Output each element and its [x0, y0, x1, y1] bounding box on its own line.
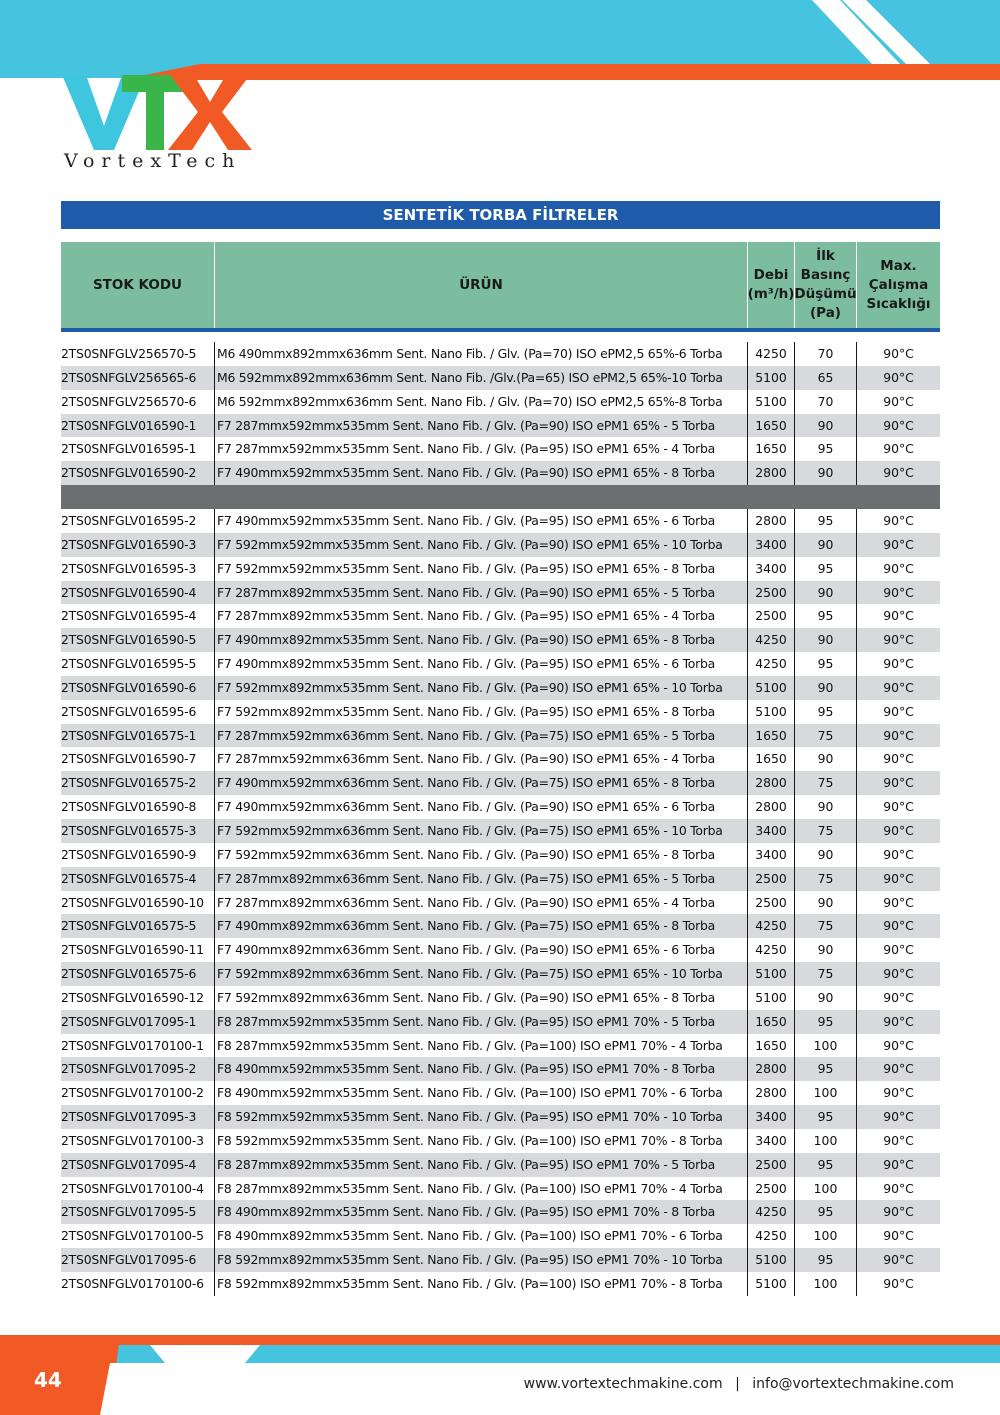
flow-cell: 5100 — [748, 1248, 795, 1272]
table-header — [61, 242, 940, 328]
product-cell: M6 592mmx892mmx636mm Sent. Nano Fib. / Glv. (Pa=70) ISO ePM2,5 65%-8 Torba — [215, 390, 748, 414]
product-cell: F8 287mmx592mmx535mm Sent. Nano Fib. / Glv. (Pa=100) ISO ePM1 70% - 4 Torba — [215, 1034, 748, 1058]
flow-cell: 2500 — [748, 1153, 795, 1177]
footer-divider: | — [735, 1376, 740, 1392]
table-row — [61, 771, 940, 795]
group-separator — [61, 485, 940, 509]
max-temperature-cell: 90°C — [883, 465, 914, 481]
max-temperature-cell: 90°C — [883, 1180, 914, 1196]
product-cell: F7 592mmx592mmx535mm Sent. Nano Fib. / Glv. (Pa=95) ISO ePM1 65% - 8 Torba — [215, 557, 748, 581]
max-temperature-cell: 90°C — [883, 1013, 914, 1029]
table-row — [61, 342, 940, 366]
flow-cell: 2500 — [748, 581, 795, 605]
table-row — [61, 724, 940, 748]
stock-code-cell: 2TS0SNFGLV256570-5 — [61, 342, 215, 366]
product-cell: F7 490mmx592mmx636mm Sent. Nano Fib. / Glv. (Pa=90) ISO ePM1 65% - 6 Torba — [215, 795, 748, 819]
product-cell: F7 287mmx892mmx636mm Sent. Nano Fib. / Glv. (Pa=90) ISO ePM1 65% - 4 Torba — [215, 891, 748, 915]
table-row — [61, 819, 940, 843]
flow-cell: 5100 — [748, 676, 795, 700]
flow-cell: 1650 — [748, 414, 795, 438]
max-temperature-cell: 90°C — [883, 942, 914, 958]
pressure-drop-cell: 90 — [795, 461, 857, 485]
flow-cell: 2800 — [748, 1057, 795, 1081]
product-cell: F8 490mmx892mmx535mm Sent. Nano Fib. / Glv. (Pa=95) ISO ePM1 70% - 8 Torba — [215, 1200, 748, 1224]
max-temperature-cell: 90°C — [883, 346, 914, 361]
max-temperature-cell: 90°C — [883, 727, 914, 743]
max-temperature-cell: 90°C — [883, 417, 914, 433]
product-cell: F7 490mmx592mmx535mm Sent. Nano Fib. / Glv. (Pa=95) ISO ePM1 65% - 6 Torba — [215, 509, 748, 533]
max-temperature-cell: 90°C — [883, 679, 914, 695]
max-temperature-cell: 90°C — [883, 560, 914, 576]
max-temperature-cell: 90°C — [883, 1204, 914, 1220]
table-row — [61, 747, 940, 771]
stock-code-cell: 2TS0SNFGLV016590-1 — [61, 414, 215, 438]
product-cell: F8 592mmx592mmx535mm Sent. Nano Fib. / Glv. (Pa=95) ISO ePM1 70% - 10 Torba — [215, 1105, 748, 1129]
product-cell: F7 490mmx892mmx636mm Sent. Nano Fib. / Glv. (Pa=75) ISO ePM1 65% - 8 Torba — [215, 914, 748, 938]
product-cell: F7 490mmx892mmx535mm Sent. Nano Fib. / Glv. (Pa=95) ISO ePM1 65% - 6 Torba — [215, 652, 748, 676]
header-pressure-line1: İlk — [816, 248, 835, 264]
pressure-drop-cell: 90 — [795, 843, 857, 867]
product-cell: F7 592mmx592mmx636mm Sent. Nano Fib. / Glv. (Pa=75) ISO ePM1 65% - 10 Torba — [215, 819, 748, 843]
pressure-drop-cell: 90 — [795, 414, 857, 438]
stock-code-cell: 2TS0SNFGLV017095-5 — [61, 1200, 215, 1224]
max-temperature-cell: 90°C — [883, 584, 914, 600]
pressure-drop-cell: 75 — [795, 867, 857, 891]
bottom-banner — [0, 1335, 1000, 1415]
stock-code-cell: 2TS0SNFGLV016595-6 — [61, 700, 215, 724]
product-cell: F7 592mmx592mmx636mm Sent. Nano Fib. / Glv. (Pa=90) ISO ePM1 65% - 8 Torba — [215, 843, 748, 867]
header-pressure-line2: Basınç — [800, 267, 851, 283]
pressure-drop-cell: 95 — [795, 652, 857, 676]
flow-cell: 4250 — [748, 914, 795, 938]
pressure-drop-cell: 75 — [795, 819, 857, 843]
pressure-drop-cell: 100 — [795, 1081, 857, 1105]
pressure-drop-cell: 95 — [795, 1200, 857, 1224]
table-row — [61, 1200, 940, 1224]
pressure-drop-cell: 70 — [795, 342, 857, 366]
stock-code-cell: 2TS0SNFGLV256570-6 — [61, 390, 215, 414]
max-temperature-cell: 90°C — [883, 1037, 914, 1053]
stock-code-cell: 2TS0SNFGLV016590-6 — [61, 676, 215, 700]
table-row — [61, 938, 940, 962]
flow-cell: 5100 — [748, 366, 795, 390]
max-temperature-cell: 90°C — [883, 632, 914, 648]
flow-cell: 2500 — [748, 867, 795, 891]
stock-code-cell: 2TS0SNFGLV0170100-5 — [61, 1224, 215, 1248]
product-cell: F7 592mmx892mmx636mm Sent. Nano Fib. / Glv. (Pa=90) ISO ePM1 65% - 8 Torba — [215, 986, 748, 1010]
flow-cell: 4250 — [748, 1224, 795, 1248]
table-row — [61, 604, 940, 628]
table-row — [61, 581, 940, 605]
stock-code-cell: 2TS0SNFGLV017095-6 — [61, 1248, 215, 1272]
flow-cell: 4250 — [748, 652, 795, 676]
product-cell: F7 490mmx892mmx535mm Sent. Nano Fib. / Glv. (Pa=90) ISO ePM1 65% - 8 Torba — [215, 628, 748, 652]
flow-cell: 2500 — [748, 604, 795, 628]
header-temp-line2: Çalışma — [868, 276, 929, 293]
stock-code-cell: 2TS0SNFGLV016590-11 — [61, 938, 215, 962]
pressure-drop-cell: 90 — [795, 938, 857, 962]
pressure-drop-cell: 100 — [795, 1034, 857, 1058]
max-temperature-cell: 90°C — [883, 751, 914, 767]
flow-cell: 4250 — [748, 342, 795, 366]
top-banner — [0, 0, 1000, 80]
product-cell: F7 592mmx892mmx535mm Sent. Nano Fib. / Glv. (Pa=95) ISO ePM1 65% - 8 Torba — [215, 700, 748, 724]
max-temperature-cell: 90°C — [883, 536, 914, 552]
max-temperature-cell: 90°C — [883, 1156, 914, 1172]
stock-code-cell: 2TS0SNFGLV016590-7 — [61, 747, 215, 771]
max-temperature-cell: 90°C — [883, 870, 914, 886]
table-row — [61, 533, 940, 557]
logo-text: VortexTech — [64, 150, 242, 172]
header-stock-code: STOK KODU — [61, 242, 215, 328]
table-row — [61, 557, 940, 581]
table-row — [61, 962, 940, 986]
table-row — [61, 1081, 940, 1105]
table-row — [61, 914, 940, 938]
flow-cell: 1650 — [748, 747, 795, 771]
table-row — [61, 676, 940, 700]
flow-cell: 1650 — [748, 724, 795, 748]
product-cell: F8 490mmx592mmx535mm Sent. Nano Fib. / Glv. (Pa=95) ISO ePM1 70% - 8 Torba — [215, 1057, 748, 1081]
stock-code-cell: 2TS0SNFGLV016575-2 — [61, 771, 215, 795]
max-temperature-cell: 90°C — [883, 1061, 914, 1077]
pressure-drop-cell: 70 — [795, 390, 857, 414]
stock-code-cell: 2TS0SNFGLV016590-4 — [61, 581, 215, 605]
product-cell: F7 490mmx592mmx636mm Sent. Nano Fib. / Glv. (Pa=75) ISO ePM1 65% - 8 Torba — [215, 771, 748, 795]
max-temperature-cell: 90°C — [883, 846, 914, 862]
table-row — [61, 461, 940, 485]
flow-cell: 3400 — [748, 557, 795, 581]
pressure-drop-cell: 95 — [795, 509, 857, 533]
flow-cell: 2800 — [748, 509, 795, 533]
footer-contact — [524, 1376, 954, 1392]
product-cell: F8 592mmx892mmx535mm Sent. Nano Fib. / Glv. (Pa=95) ISO ePM1 70% - 10 Torba — [215, 1248, 748, 1272]
pressure-drop-cell: 90 — [795, 891, 857, 915]
header-product: ÜRÜN — [215, 242, 748, 328]
stock-code-cell: 2TS0SNFGLV016575-6 — [61, 962, 215, 986]
pressure-drop-cell: 100 — [795, 1177, 857, 1201]
max-temperature-cell: 90°C — [883, 1276, 914, 1291]
max-temperature-cell: 90°C — [883, 369, 914, 385]
pressure-drop-cell: 95 — [795, 700, 857, 724]
product-table-group-1 — [61, 342, 940, 485]
table-row — [61, 867, 940, 891]
flow-cell: 5100 — [748, 390, 795, 414]
flow-cell: 2500 — [748, 891, 795, 915]
table-row — [61, 986, 940, 1010]
table-row — [61, 390, 940, 414]
table-row — [61, 700, 940, 724]
flow-cell: 2800 — [748, 1081, 795, 1105]
stock-code-cell: 2TS0SNFGLV016595-4 — [61, 604, 215, 628]
flow-cell: 1650 — [748, 1034, 795, 1058]
stock-code-cell: 2TS0SNFGLV016595-2 — [61, 509, 215, 533]
stock-code-cell: 2TS0SNFGLV016575-1 — [61, 724, 215, 748]
max-temperature-cell: 90°C — [883, 918, 914, 934]
table-row — [61, 1272, 940, 1296]
table-title: SENTETİK TORBA FİLTRELER — [61, 201, 940, 229]
pressure-drop-cell: 75 — [795, 724, 857, 748]
pressure-drop-cell: 75 — [795, 914, 857, 938]
product-cell: F7 490mmx892mmx636mm Sent. Nano Fib. / Glv. (Pa=90) ISO ePM1 65% - 6 Torba — [215, 938, 748, 962]
pressure-drop-cell: 75 — [795, 771, 857, 795]
table-row — [61, 437, 940, 461]
stock-code-cell: 2TS0SNFGLV016575-3 — [61, 819, 215, 843]
header-pressure-drop — [795, 242, 857, 328]
stock-code-cell: 2TS0SNFGLV016590-12 — [61, 986, 215, 1010]
pressure-drop-cell: 90 — [795, 986, 857, 1010]
max-temperature-cell: 90°C — [883, 608, 914, 624]
product-cell: F8 490mmx592mmx535mm Sent. Nano Fib. / Glv. (Pa=100) ISO ePM1 70% - 6 Torba — [215, 1081, 748, 1105]
flow-cell: 2800 — [748, 771, 795, 795]
header-temp-line3: Sıcaklığı — [866, 295, 931, 312]
product-cell: F8 490mmx892mmx535mm Sent. Nano Fib. / Glv. (Pa=100) ISO ePM1 70% - 6 Torba — [215, 1224, 748, 1248]
max-temperature-cell: 90°C — [883, 894, 914, 910]
product-table-group-2 — [61, 509, 940, 1296]
table-row — [61, 652, 940, 676]
product-cell: F7 287mmx892mmx636mm Sent. Nano Fib. / Glv. (Pa=75) ISO ePM1 65% - 5 Torba — [215, 867, 748, 891]
flow-cell: 2800 — [748, 795, 795, 819]
flow-cell: 1650 — [748, 437, 795, 461]
product-cell: F7 287mmx592mmx535mm Sent. Nano Fib. / Glv. (Pa=95) ISO ePM1 65% - 4 Torba — [215, 437, 748, 461]
stock-code-cell: 2TS0SNFGLV017095-3 — [61, 1105, 215, 1129]
pressure-drop-cell: 100 — [795, 1272, 857, 1296]
table-row — [61, 628, 940, 652]
table-row — [61, 1105, 940, 1129]
table-row — [61, 1010, 940, 1034]
header-temp-line1: Max. — [880, 257, 917, 274]
pressure-drop-cell: 100 — [795, 1129, 857, 1153]
stock-code-cell: 2TS0SNFGLV016590-3 — [61, 533, 215, 557]
product-cell: F8 287mmx892mmx535mm Sent. Nano Fib. / Glv. (Pa=100) ISO ePM1 70% - 4 Torba — [215, 1177, 748, 1201]
stock-code-cell: 2TS0SNFGLV016590-9 — [61, 843, 215, 867]
stock-code-cell: 2TS0SNFGLV0170100-1 — [61, 1034, 215, 1058]
product-cell: F8 592mmx892mmx535mm Sent. Nano Fib. / Glv. (Pa=100) ISO ePM1 70% - 8 Torba — [215, 1272, 748, 1296]
table-row — [61, 1129, 940, 1153]
product-cell: F7 287mmx592mmx636mm Sent. Nano Fib. / Glv. (Pa=90) ISO ePM1 65% - 4 Torba — [215, 747, 748, 771]
table-row — [61, 1224, 940, 1248]
max-temperature-cell: 90°C — [883, 1228, 914, 1244]
pressure-drop-cell: 90 — [795, 533, 857, 557]
header-flow-line2: (m³/h) — [747, 286, 795, 302]
stock-code-cell: 2TS0SNFGLV016590-10 — [61, 891, 215, 915]
pressure-drop-cell: 95 — [795, 1153, 857, 1177]
max-temperature-cell: 90°C — [883, 1252, 914, 1268]
stock-code-cell: 2TS0SNFGLV016575-4 — [61, 867, 215, 891]
product-cell: M6 490mmx892mmx636mm Sent. Nano Fib. / Glv. (Pa=70) ISO ePM2,5 65%-6 Torba — [215, 342, 748, 366]
product-cell: F7 592mmx892mmx535mm Sent. Nano Fib. / Glv. (Pa=90) ISO ePM1 65% - 10 Torba — [215, 676, 748, 700]
pressure-drop-cell: 65 — [795, 366, 857, 390]
table-row — [61, 1153, 940, 1177]
max-temperature-cell: 90°C — [883, 1085, 914, 1101]
flow-cell: 3400 — [748, 843, 795, 867]
stock-code-cell: 2TS0SNFGLV017095-4 — [61, 1153, 215, 1177]
stock-code-cell: 2TS0SNFGLV017095-1 — [61, 1010, 215, 1034]
table-row — [61, 891, 940, 915]
footer-email[interactable]: info@vortextechmakine.com — [752, 1376, 954, 1392]
flow-cell: 5100 — [748, 986, 795, 1010]
product-cell: F8 287mmx592mmx535mm Sent. Nano Fib. / Glv. (Pa=95) ISO ePM1 70% - 5 Torba — [215, 1010, 748, 1034]
pressure-drop-cell: 100 — [795, 1224, 857, 1248]
table-row — [61, 795, 940, 819]
max-temperature-cell: 90°C — [883, 1132, 914, 1148]
max-temperature-cell: 90°C — [883, 822, 914, 838]
table-row — [61, 1248, 940, 1272]
table-row — [61, 414, 940, 438]
header-divider — [61, 328, 940, 332]
pressure-drop-cell: 95 — [795, 604, 857, 628]
product-cell: M6 592mmx892mmx636mm Sent. Nano Fib. /Glv.(Pa=65) ISO ePM2,5 65%-10 Torba — [215, 366, 748, 390]
pressure-drop-cell: 75 — [795, 962, 857, 986]
product-cell: F8 592mmx592mmx535mm Sent. Nano Fib. / Glv. (Pa=100) ISO ePM1 70% - 8 Torba — [215, 1129, 748, 1153]
flow-cell: 5100 — [748, 1272, 795, 1296]
table-row — [61, 1034, 940, 1058]
flow-cell: 3400 — [748, 1129, 795, 1153]
header-max-temperature — [857, 242, 940, 328]
max-temperature-cell: 90°C — [883, 966, 914, 982]
max-temperature-cell: 90°C — [883, 441, 914, 457]
max-temperature-cell: 90°C — [883, 775, 914, 791]
pressure-drop-cell: 90 — [795, 628, 857, 652]
flow-cell: 4250 — [748, 938, 795, 962]
product-cell: F7 287mmx592mmx636mm Sent. Nano Fib. / Glv. (Pa=75) ISO ePM1 65% - 5 Torba — [215, 724, 748, 748]
product-cell: F7 287mmx892mmx535mm Sent. Nano Fib. / Glv. (Pa=95) ISO ePM1 65% - 4 Torba — [215, 604, 748, 628]
max-temperature-cell: 90°C — [883, 513, 914, 528]
stock-code-cell: 2TS0SNFGLV016590-8 — [61, 795, 215, 819]
page-number: 44 — [34, 1368, 62, 1392]
max-temperature-cell: 90°C — [883, 1109, 914, 1125]
max-temperature-cell: 90°C — [883, 799, 914, 815]
header-flow-line1: Debi — [753, 267, 789, 283]
header-pressure-line3: Düşümü — [794, 286, 857, 302]
flow-cell: 5100 — [748, 962, 795, 986]
stock-code-cell: 2TS0SNFGLV0170100-4 — [61, 1177, 215, 1201]
max-temperature-cell: 90°C — [883, 989, 914, 1005]
flow-cell: 2800 — [748, 461, 795, 485]
header-flow — [748, 242, 795, 328]
table-row — [61, 366, 940, 390]
table-row — [61, 509, 940, 533]
pressure-drop-cell: 90 — [795, 581, 857, 605]
pressure-drop-cell: 95 — [795, 1057, 857, 1081]
stock-code-cell: 2TS0SNFGLV0170100-2 — [61, 1081, 215, 1105]
stock-code-cell: 2TS0SNFGLV016590-2 — [61, 461, 215, 485]
pressure-drop-cell: 95 — [795, 1010, 857, 1034]
flow-cell: 1650 — [748, 1010, 795, 1034]
flow-cell: 3400 — [748, 533, 795, 557]
stock-code-cell: 2TS0SNFGLV016595-3 — [61, 557, 215, 581]
stock-code-cell: 2TS0SNFGLV0170100-3 — [61, 1129, 215, 1153]
stock-code-cell: 2TS0SNFGLV256565-6 — [61, 366, 215, 390]
flow-cell: 2500 — [748, 1177, 795, 1201]
product-cell: F7 592mmx892mmx636mm Sent. Nano Fib. / Glv. (Pa=75) ISO ePM1 65% - 10 Torba — [215, 962, 748, 986]
flow-cell: 3400 — [748, 819, 795, 843]
flow-cell: 4250 — [748, 1200, 795, 1224]
max-temperature-cell: 90°C — [883, 703, 914, 719]
max-temperature-cell: 90°C — [883, 393, 914, 409]
max-temperature-cell: 90°C — [883, 656, 914, 672]
pressure-drop-cell: 90 — [795, 747, 857, 771]
stock-code-cell: 2TS0SNFGLV016575-5 — [61, 914, 215, 938]
pressure-drop-cell: 95 — [795, 1248, 857, 1272]
flow-cell: 4250 — [748, 628, 795, 652]
product-cell: F7 287mmx892mmx535mm Sent. Nano Fib. / Glv. (Pa=90) ISO ePM1 65% - 5 Torba — [215, 581, 748, 605]
flow-cell: 5100 — [748, 700, 795, 724]
stock-code-cell: 2TS0SNFGLV0170100-6 — [61, 1272, 215, 1296]
pressure-drop-cell: 95 — [795, 1105, 857, 1129]
pressure-drop-cell: 95 — [795, 557, 857, 581]
product-cell: F7 592mmx592mmx535mm Sent. Nano Fib. / Glv. (Pa=90) ISO ePM1 65% - 10 Torba — [215, 533, 748, 557]
product-cell: F7 287mmx592mmx535mm Sent. Nano Fib. / Glv. (Pa=90) ISO ePM1 65% - 5 Torba — [215, 414, 748, 438]
stock-code-cell: 2TS0SNFGLV016595-5 — [61, 652, 215, 676]
header-pressure-line4: (Pa) — [810, 305, 841, 321]
table-row — [61, 1057, 940, 1081]
pressure-drop-cell: 90 — [795, 676, 857, 700]
stock-code-cell: 2TS0SNFGLV017095-2 — [61, 1057, 215, 1081]
stock-code-cell: 2TS0SNFGLV016595-1 — [61, 437, 215, 461]
footer-website[interactable]: www.vortextechmakine.com — [523, 1376, 723, 1392]
pressure-drop-cell: 90 — [795, 795, 857, 819]
product-cell: F7 490mmx592mmx535mm Sent. Nano Fib. / Glv. (Pa=90) ISO ePM1 65% - 8 Torba — [215, 461, 748, 485]
product-cell: F8 287mmx892mmx535mm Sent. Nano Fib. / Glv. (Pa=95) ISO ePM1 70% - 5 Torba — [215, 1153, 748, 1177]
flow-cell: 3400 — [748, 1105, 795, 1129]
table-row — [61, 1177, 940, 1201]
stock-code-cell: 2TS0SNFGLV016590-5 — [61, 628, 215, 652]
pressure-drop-cell: 95 — [795, 437, 857, 461]
table-row — [61, 843, 940, 867]
